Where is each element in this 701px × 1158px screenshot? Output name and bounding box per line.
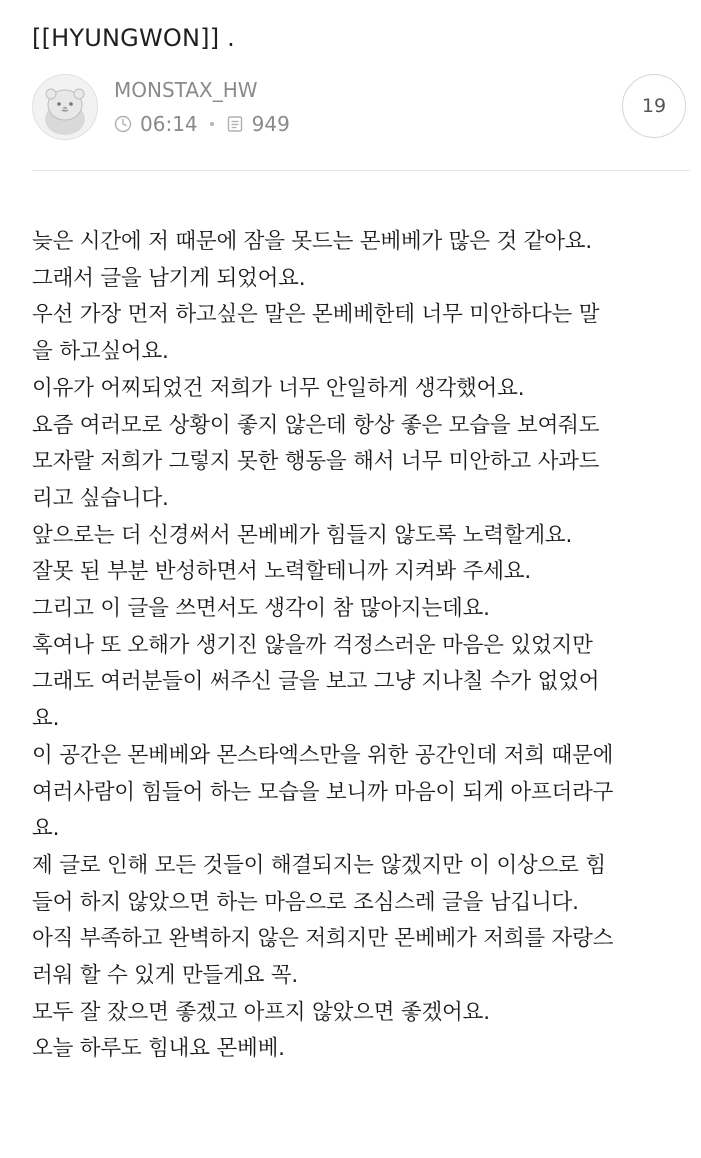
document-icon <box>226 115 244 133</box>
post-body-line: 모자랄 저희가 그렇지 못한 행동을 해서 너무 미안하고 사과드 <box>32 449 600 475</box>
post-body-line: 늦은 시간에 저 때문에 잠을 못드는 몬베베가 많은 것 같아요. <box>32 229 593 254</box>
post-body-line: 여러사람이 힘들어 하는 모습을 보니까 마음이 되게 아프더라구 <box>32 779 614 805</box>
post-body-line: 러워 할 수 있게 만들게요 꼭. <box>32 963 299 989</box>
post-body-line: 이유가 어찌되었건 저희가 너무 안일하게 생각했어요. <box>32 375 525 401</box>
author-avatar[interactable] <box>32 74 98 140</box>
header-divider <box>32 170 690 171</box>
post-body-line: 오늘 하루도 힘내요 몬베베. <box>32 1036 285 1062</box>
post-body-line: 혹여나 또 오해가 생기진 않을까 걱정스러운 마음은 있었지만 <box>32 632 593 658</box>
post-body-line: 요. <box>32 706 60 732</box>
post-body-line: 그래도 여러분들이 써주신 글을 보고 그냥 지나칠 수가 없었어 <box>32 669 600 695</box>
post-body-line: 우선 가장 먼저 하고싶은 말은 몬베베한테 너무 미안하다는 말 <box>32 302 600 328</box>
post-time: 06:14 <box>140 112 198 136</box>
post-header <box>32 74 692 146</box>
post-body-line: 리고 싶습니다. <box>32 485 169 511</box>
post-body-line: 그래서 글을 남기게 되었어요. <box>32 265 306 291</box>
post-title: [[HYUNGWON]] . <box>32 24 235 52</box>
post-body-line: 이 공간은 몬베베와 몬스타엑스만을 위한 공간인데 저희 때문에 <box>32 742 614 768</box>
post-body-line: 요. <box>32 816 60 842</box>
post-body-line: 을 하고싶어요. <box>32 339 169 365</box>
comment-count-button[interactable] <box>622 74 686 138</box>
hamster-avatar-icon <box>33 75 97 139</box>
view-count: 949 <box>251 112 290 136</box>
post-body-line: 그리고 이 글을 쓰면서도 생각이 참 많아지는데요. <box>32 596 490 622</box>
meta-separator <box>210 122 214 126</box>
post-meta <box>114 110 290 138</box>
post-body-line: 모두 잘 잤으면 좋겠고 아프지 않았으면 좋겠어요. <box>32 999 490 1025</box>
post-body-line: 잘못 된 부분 반성하면서 노력할테니까 지켜봐 주세요. <box>32 559 531 585</box>
post-body-line: 들어 하지 않았으면 하는 마음으로 조심스레 글을 남깁니다. <box>32 889 579 915</box>
post-body-line: 요즘 여러모로 상황이 좋지 않은데 항상 좋은 모습을 보여줘도 <box>32 412 600 438</box>
post-body-line: 제 글로 인해 모든 것들이 해결되지는 않겠지만 이 이상으로 힘 <box>32 852 606 878</box>
post-body <box>32 224 692 1068</box>
clock-icon <box>114 115 132 133</box>
author-name[interactable]: MONSTAX_HW <box>114 78 258 102</box>
post-body-line: 아직 부족하고 완벽하지 않은 저희지만 몬베베가 저희를 자랑스 <box>32 926 614 952</box>
comment-count: 19 <box>641 95 667 117</box>
post-body-line: 앞으로는 더 신경써서 몬베베가 힘들지 않도록 노력할게요. <box>32 522 573 548</box>
